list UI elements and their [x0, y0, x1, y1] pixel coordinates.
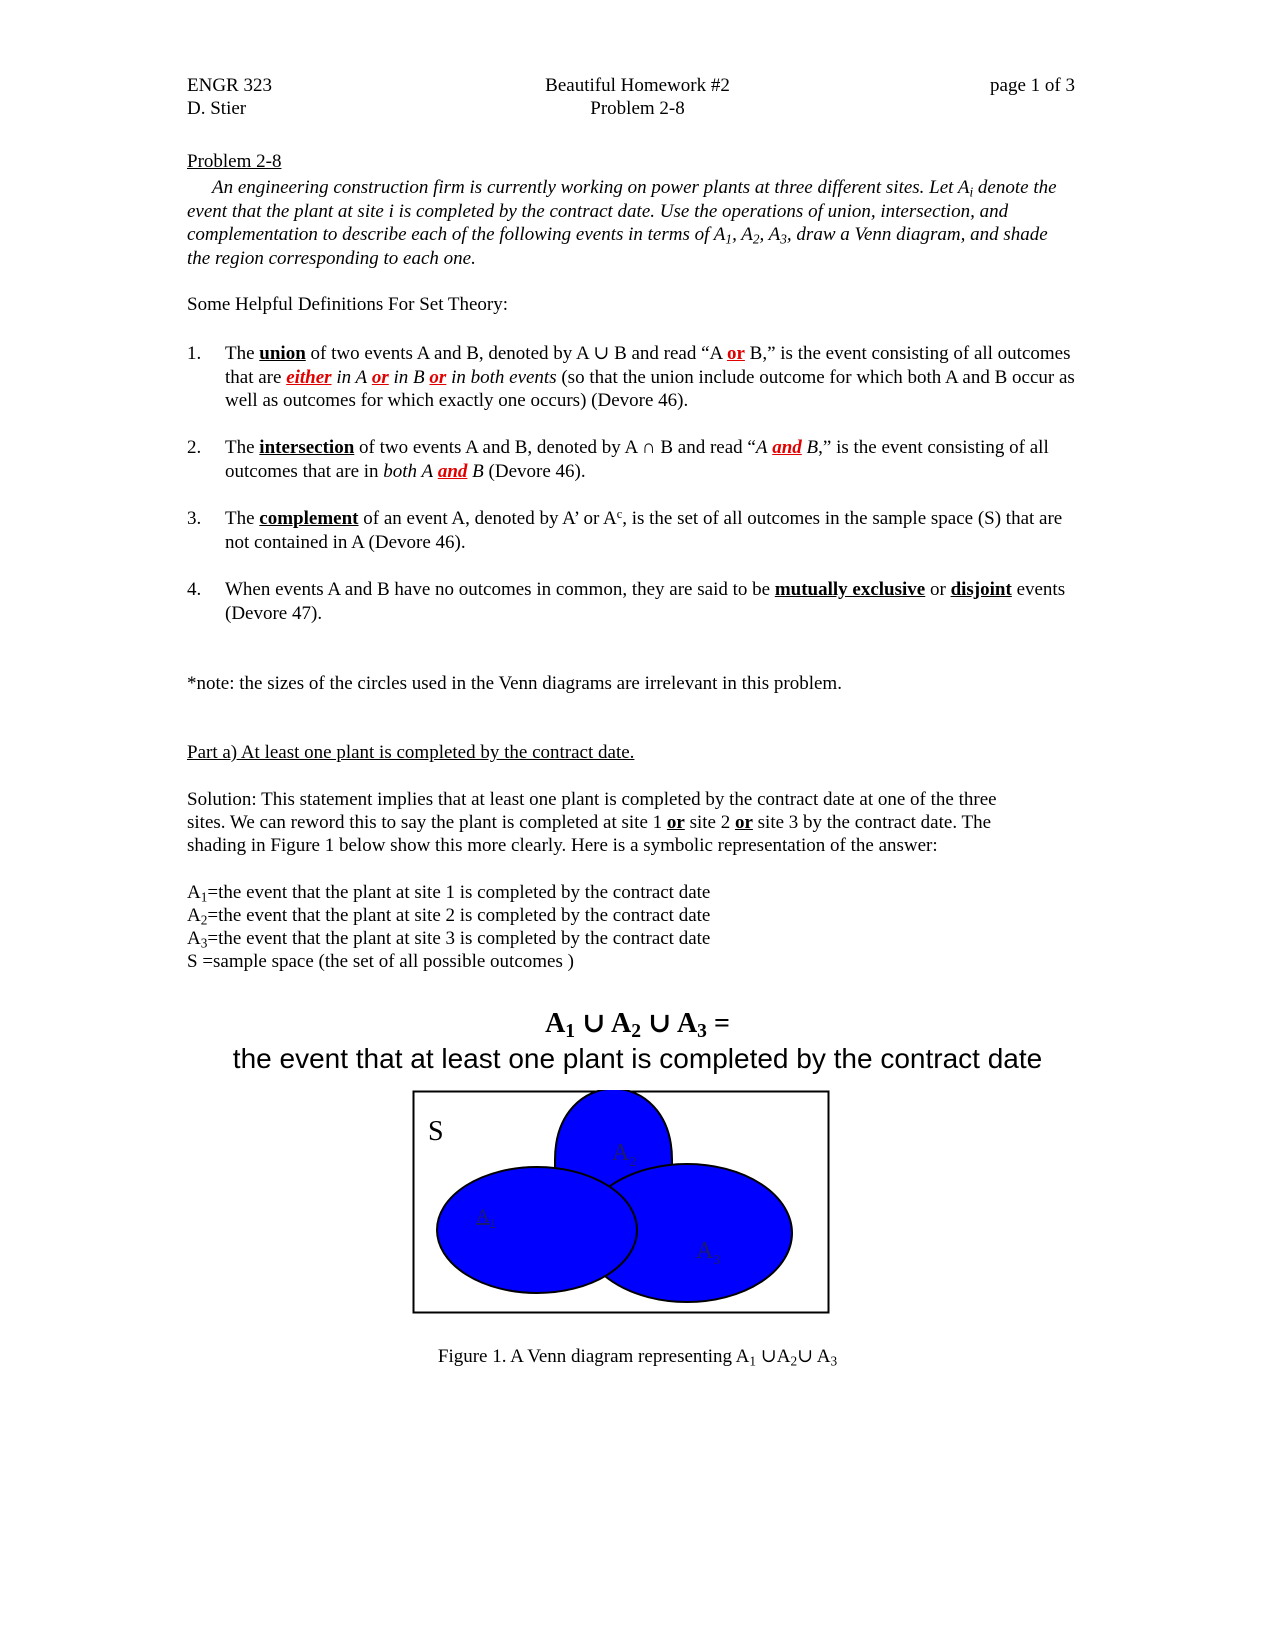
author-name: D. Stier	[187, 98, 247, 119]
set-a1-label-sub: 1	[489, 1217, 496, 1229]
document-title: Beautiful Homework #2	[545, 75, 730, 96]
symbol-definition: $A_3=the$ event that the plant at site 3 is completed by the contract date	[187, 928, 711, 951]
document-subtitle: Problem 2-8	[590, 98, 685, 119]
definition-text: The intersection of two events A and B, denoted by A ∩ B and read “A and B,” is the event consisting of all outcomes that are in both A and B (Devore 46).	[225, 437, 1049, 482]
definition-number: 1.	[187, 343, 202, 364]
solution-line: shading in Figure 1 below show this more clearly. Here is a symbolic representation of the answer:	[187, 835, 938, 856]
solution-line: sites. We can reword this to say the plant is completed at site 1 or site 2 or site 3 by the contract date. The	[187, 812, 992, 833]
solution-line: Solution: This statement implies that at least one plant is completed by the contract date at one of the three	[187, 789, 997, 810]
problem-statement: An engineering construction firm is currently working on power plants at three different sites. Let $A_i$ denote the event that the plant at site i is completed by the contract date. Use the operations of union, intersection, and complementation to describe each of the following events in terms of $A_1$, $A_2$, $A_3$, draw a Venn diagram, and shade the region corresponding to each one.	[187, 177, 1057, 269]
set-a2-label-letter: A	[612, 1140, 630, 1166]
symbol-definition: $A_1=the$ event that the plant at site 1 is completed by the contract date	[187, 882, 711, 905]
sample-space-label: S	[428, 1116, 444, 1147]
union-formula: $A_1$ ∪ $A_2$ ∪ $A_3$ =	[545, 1008, 730, 1042]
definition-item	[187, 507, 1087, 554]
definition-text: When events A and B have no outcomes in common, they are said to be mutually exclusive or disjoint events (Devore 47).	[225, 579, 1066, 624]
set-a2-label-sub: 2	[629, 1155, 637, 1170]
note-text: *note: the sizes of the circles used in the Venn diagrams are irrelevant in this problem.	[187, 673, 842, 694]
formula-description: the event that at least one plant is completed by the contract date	[232, 1043, 1043, 1074]
definition-number: 2.	[187, 437, 202, 458]
definitions-heading: Some Helpful Definitions For Set Theory:	[187, 294, 509, 315]
part-a-heading: Part a) At least one plant is completed by the contract date.	[187, 742, 635, 763]
course-code: ENGR 323	[187, 75, 272, 96]
definition-item	[187, 342, 1087, 413]
symbol-definition: S =sample space (the set of all possible outcomes )	[187, 951, 574, 972]
symbol-definition: $A_2=the$ event that the plant at site 2 is completed by the contract date	[187, 905, 711, 928]
figure-caption: Figure 1. A Venn diagram representing $A_1$ $\cup A_2\cup$ $A_3$	[437, 1346, 838, 1369]
set-a3-label-sub: 3	[713, 1253, 721, 1268]
definition-number: 3.	[187, 508, 202, 529]
definition-item	[187, 578, 1087, 625]
set-a1-ellipse	[437, 1167, 637, 1293]
definition-item	[187, 436, 1087, 483]
definition-text: The union of two events A and B, denoted by A ∪ B and read “A or B,” is the event consisting of all outcomes that are either in A or in B or in both events (so that the union include outcome for which both A and B occur as well as outcomes for which exactly one occurs) (Devore 46).	[225, 343, 1075, 411]
set-a3-label-letter: A	[696, 1238, 714, 1264]
problem-heading: Problem 2-8	[187, 151, 282, 172]
page-number: page 1 of 3	[990, 75, 1075, 96]
definition-text: The complement of an event A, denoted by A’ or $A^c$, is the set of all outcomes in the sample space (S) that are not contained in A (Devore 46).	[225, 506, 1063, 553]
set-a1-label-letter: A	[476, 1206, 490, 1227]
venn-diagram	[412, 1090, 830, 1314]
definition-number: 4.	[187, 579, 202, 600]
